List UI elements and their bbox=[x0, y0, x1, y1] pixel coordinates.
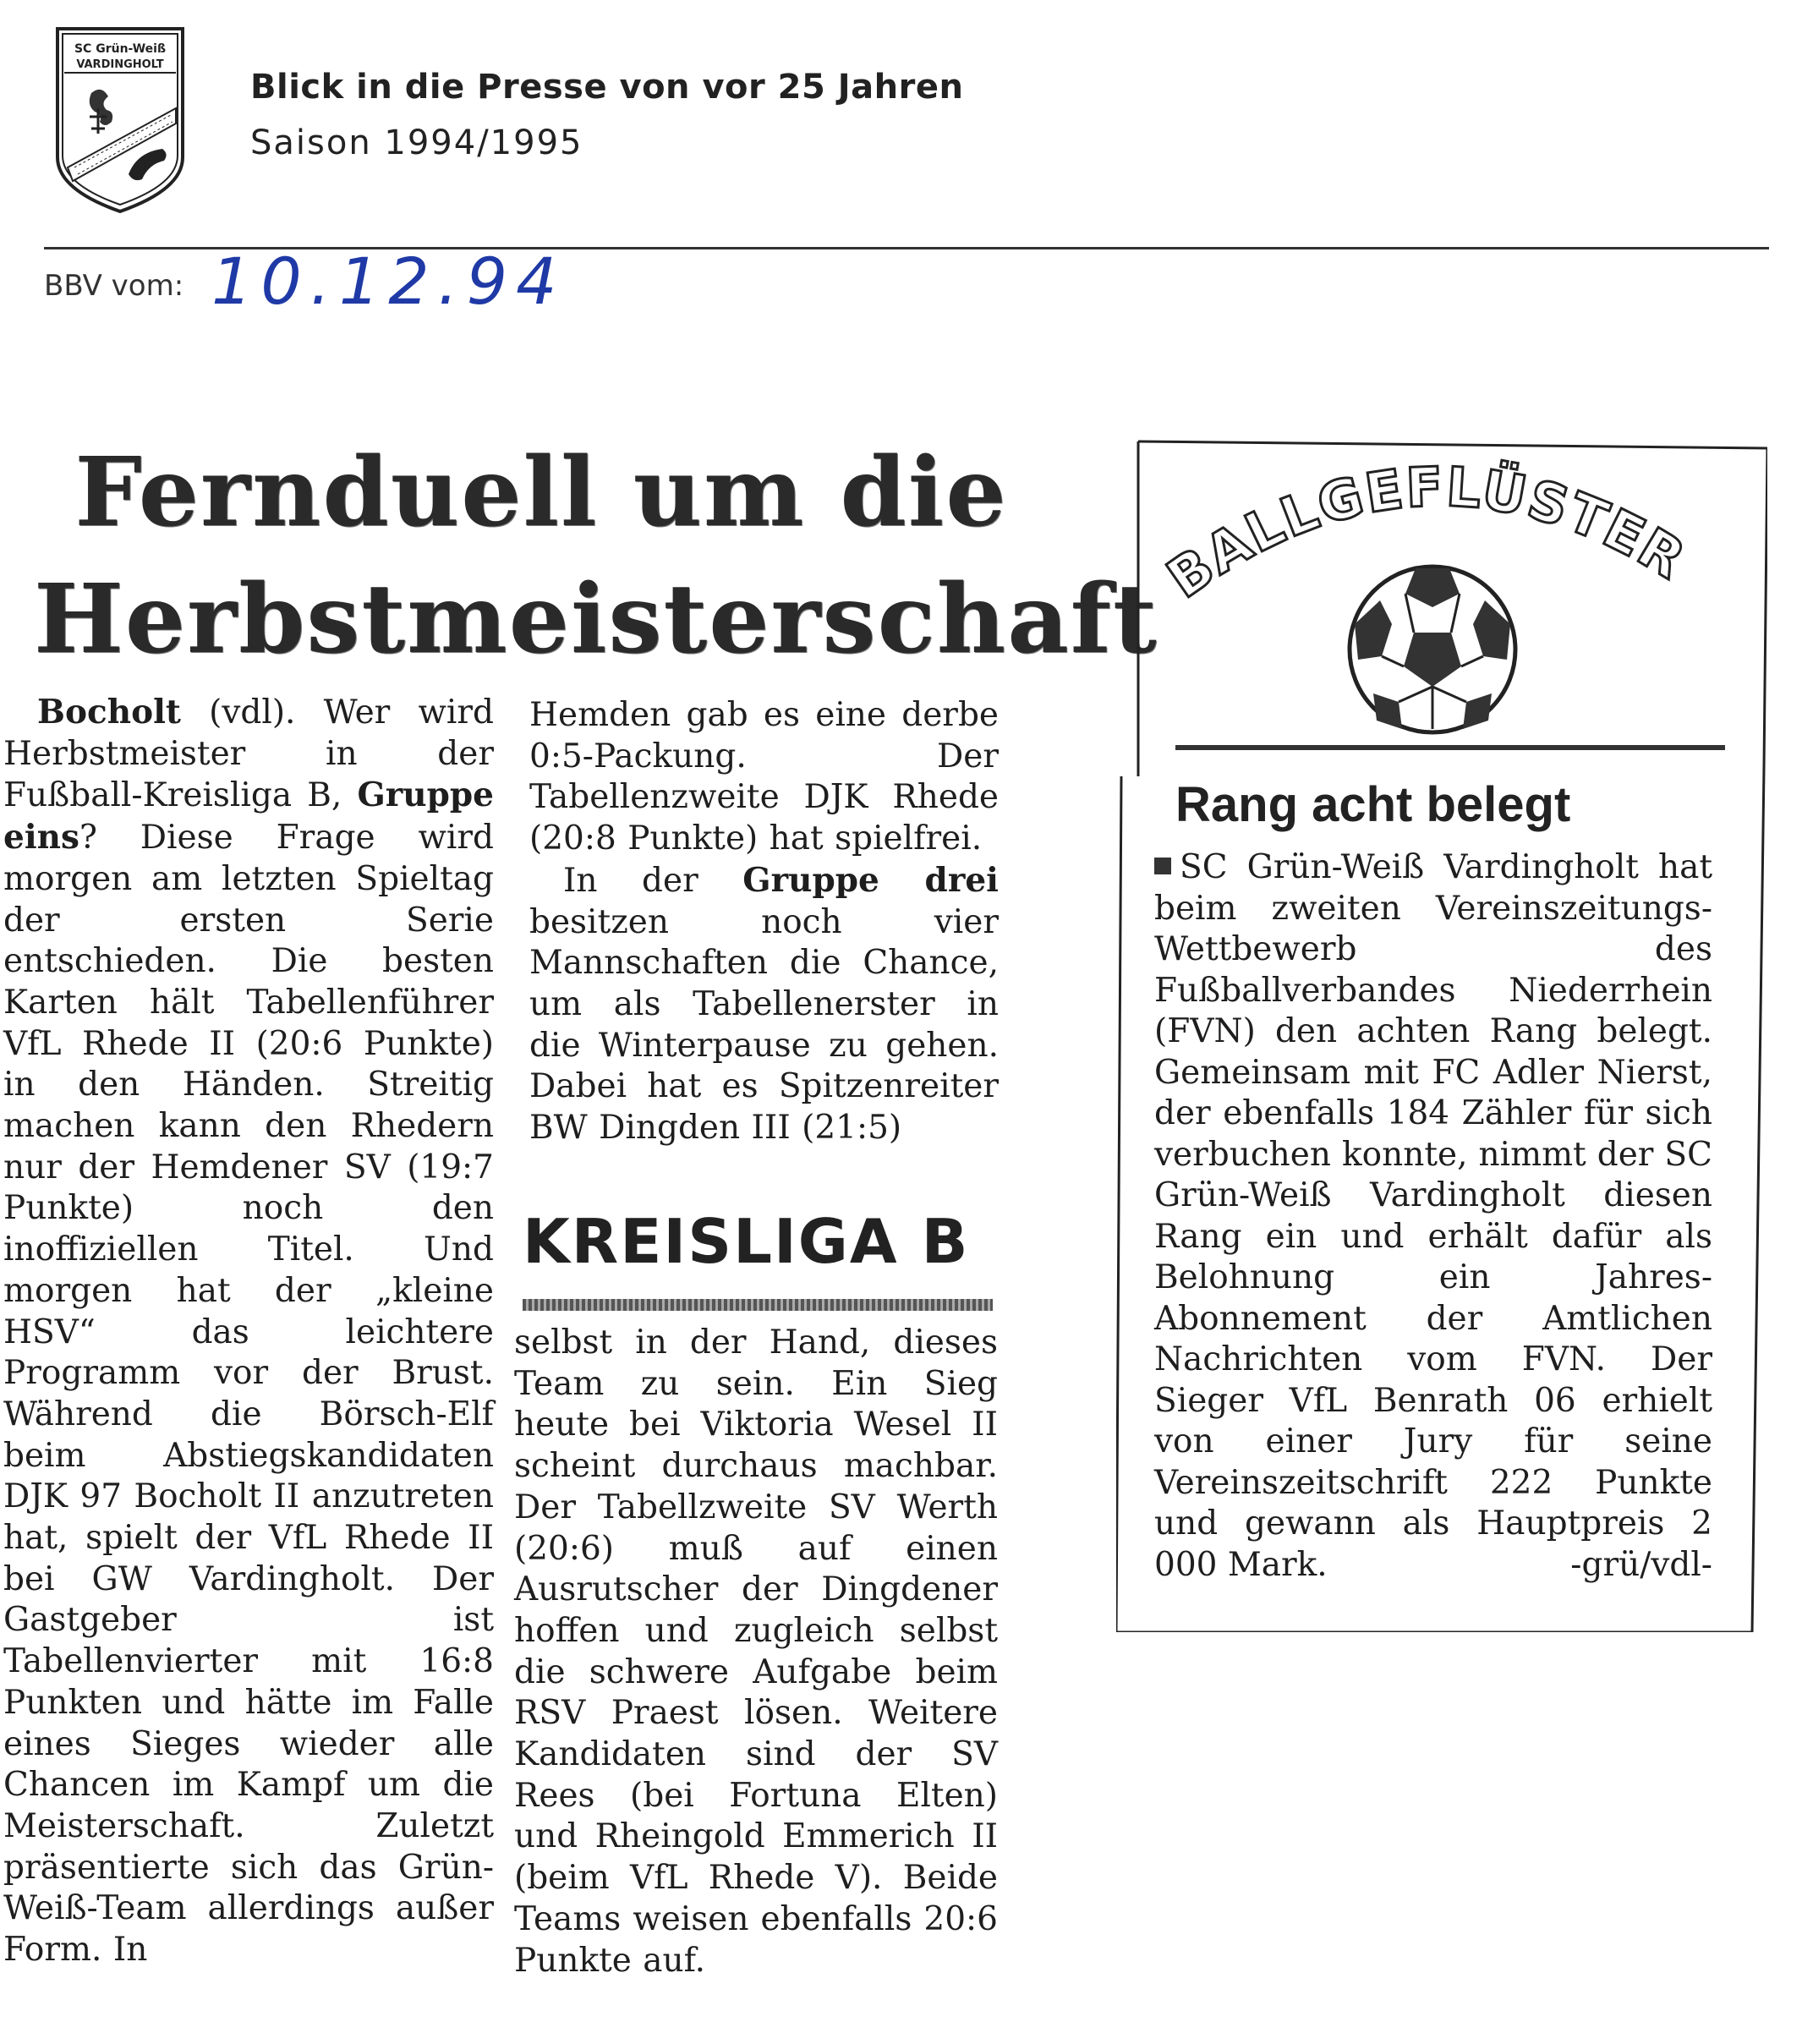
group-name: Gruppe drei bbox=[742, 860, 999, 900]
section-logo-kreisliga: KREISLIGA B bbox=[523, 1206, 970, 1277]
headline-line-2: Herbstmeisterschaft bbox=[34, 564, 1158, 675]
article-column-2-top bbox=[529, 695, 999, 1149]
article-paragraph bbox=[529, 860, 999, 1149]
article-paragraph: Hemden gab es eine derbe 0:5-Packung. Der Tabellenzweite DJK Rhede (20:8 Punkte) hat spielfrei. bbox=[529, 696, 999, 858]
football-icon bbox=[1350, 567, 1515, 732]
paragraph-text: ? Diese Frage wird morgen am letzten Spieltag der ersten Serie entschieden. Die besten Karten hält Tabellenführer VfL Rhede II (20:6 Punkte) in den Händen. Streitig machen kann den Rhedern nur der Hemdener SV (19:7 Punkte) noch den inoffiziellen Titel. Und morgen hat der „kleine HSV“ das leichtere Programm vor der Brust. Während die Börsch-Elf beim Abstiegskandidaten DJK 97 Bocholt II anzutreten hat, spielt der VfL Rhede II bei GW Vardingholt. Der Gastgeber ist Tabellenvierter mit 16:8 Punkten und hätte im Falle eines Sieges wieder alle Chancen im Kampf um die Meisterschaft. Zuletzt präsentierte sich das Grün-Weiß-Team allerdings außer Form. In bbox=[3, 819, 494, 1970]
crest-club-place: VARDINGHOLT bbox=[76, 58, 164, 71]
sidebar-box bbox=[1116, 438, 1767, 1632]
source-label: BBV vom: bbox=[44, 269, 184, 303]
section-title: Blick in die Presse von vor 25 Jahren bbox=[250, 68, 964, 107]
headline-line-1: Fernduell um die bbox=[74, 437, 1008, 548]
ballgefluester-text: BALLGEFLÜSTER bbox=[1156, 456, 1696, 611]
sidebar-text: SC Grün-Weiß Vardingholt hat beim zweiten Vereinszeitungs-Wettbewerb des Fußballverbandes Niederrhein (FVN) den achten Rang belegt. Gemeinsam mit FC Adler Nierst, der ebenfalls 184 Zähler für sich verbuchen konnte, nimmt der SC Grün-Weiß Vardingholt diesen Rang ein und erhält dafür als Belohnung ein Jahres-Abonnement der Amtlichen Nachrichten vom FVN. Der Sieger VfL Benrath 06 erhielt von einer Jury für seine Vereinszeitschrift 222 Punkte und gewann als Hauptpreis 2 000 Mark. bbox=[1154, 848, 1712, 1584]
paragraph-text: In der bbox=[563, 861, 743, 900]
handwritten-date: 10.12.94 bbox=[211, 244, 566, 319]
sidebar-paragraph bbox=[1154, 847, 1712, 1586]
bullet-square-icon bbox=[1154, 858, 1171, 874]
season-label: Saison 1994/1995 bbox=[250, 123, 583, 162]
article-column-1 bbox=[3, 692, 494, 1971]
paragraph-text: (vdl). Wer wird Herbstmeister in der Fußball-Kreisliga B, bbox=[3, 693, 494, 815]
sidebar-body bbox=[1154, 847, 1712, 1586]
group-name: Gruppe eins bbox=[3, 775, 494, 858]
section-logo-rule bbox=[523, 1299, 993, 1311]
author-signature: -grü/vdl- bbox=[1570, 1545, 1712, 1584]
ballgefluester-logo bbox=[1116, 438, 1767, 776]
article-paragraph: selbst in der Hand, dieses Team zu sein. Ein Sieg heute bei Viktoria Wesel II scheint durchaus machbar. Der Tabellzweite SV Werth (20:6) muß auf einen Ausrutscher der Dingdener hoffen und zugleich selbst die schwere Aufgabe beim RSV Praest lösen. Weitere Kandidaten sind der SV Rees (bei Fortuna Elten) und Rheingold Emmerich II (beim VfL Rhede V). Beide Teams weisen ebenfalls 20:6 Punkte auf. bbox=[514, 1323, 998, 1980]
club-crest-logo bbox=[52, 24, 188, 216]
sidebar-title: Rang acht belegt bbox=[1175, 777, 1571, 832]
article-paragraph bbox=[3, 692, 494, 1971]
article-column-2-bottom bbox=[514, 1323, 998, 1981]
paragraph-text: besitzen noch vier Mannschaften die Chance, um als Tabellenerster in die Winterpause zu gehen. Dabei hat es Spitzenreiter BW Dingden III (21:5) bbox=[529, 902, 999, 1148]
crest-club-name: SC Grün-Weiß bbox=[74, 42, 167, 56]
article-headline bbox=[34, 430, 1158, 683]
dateline: Bocholt bbox=[37, 693, 181, 732]
